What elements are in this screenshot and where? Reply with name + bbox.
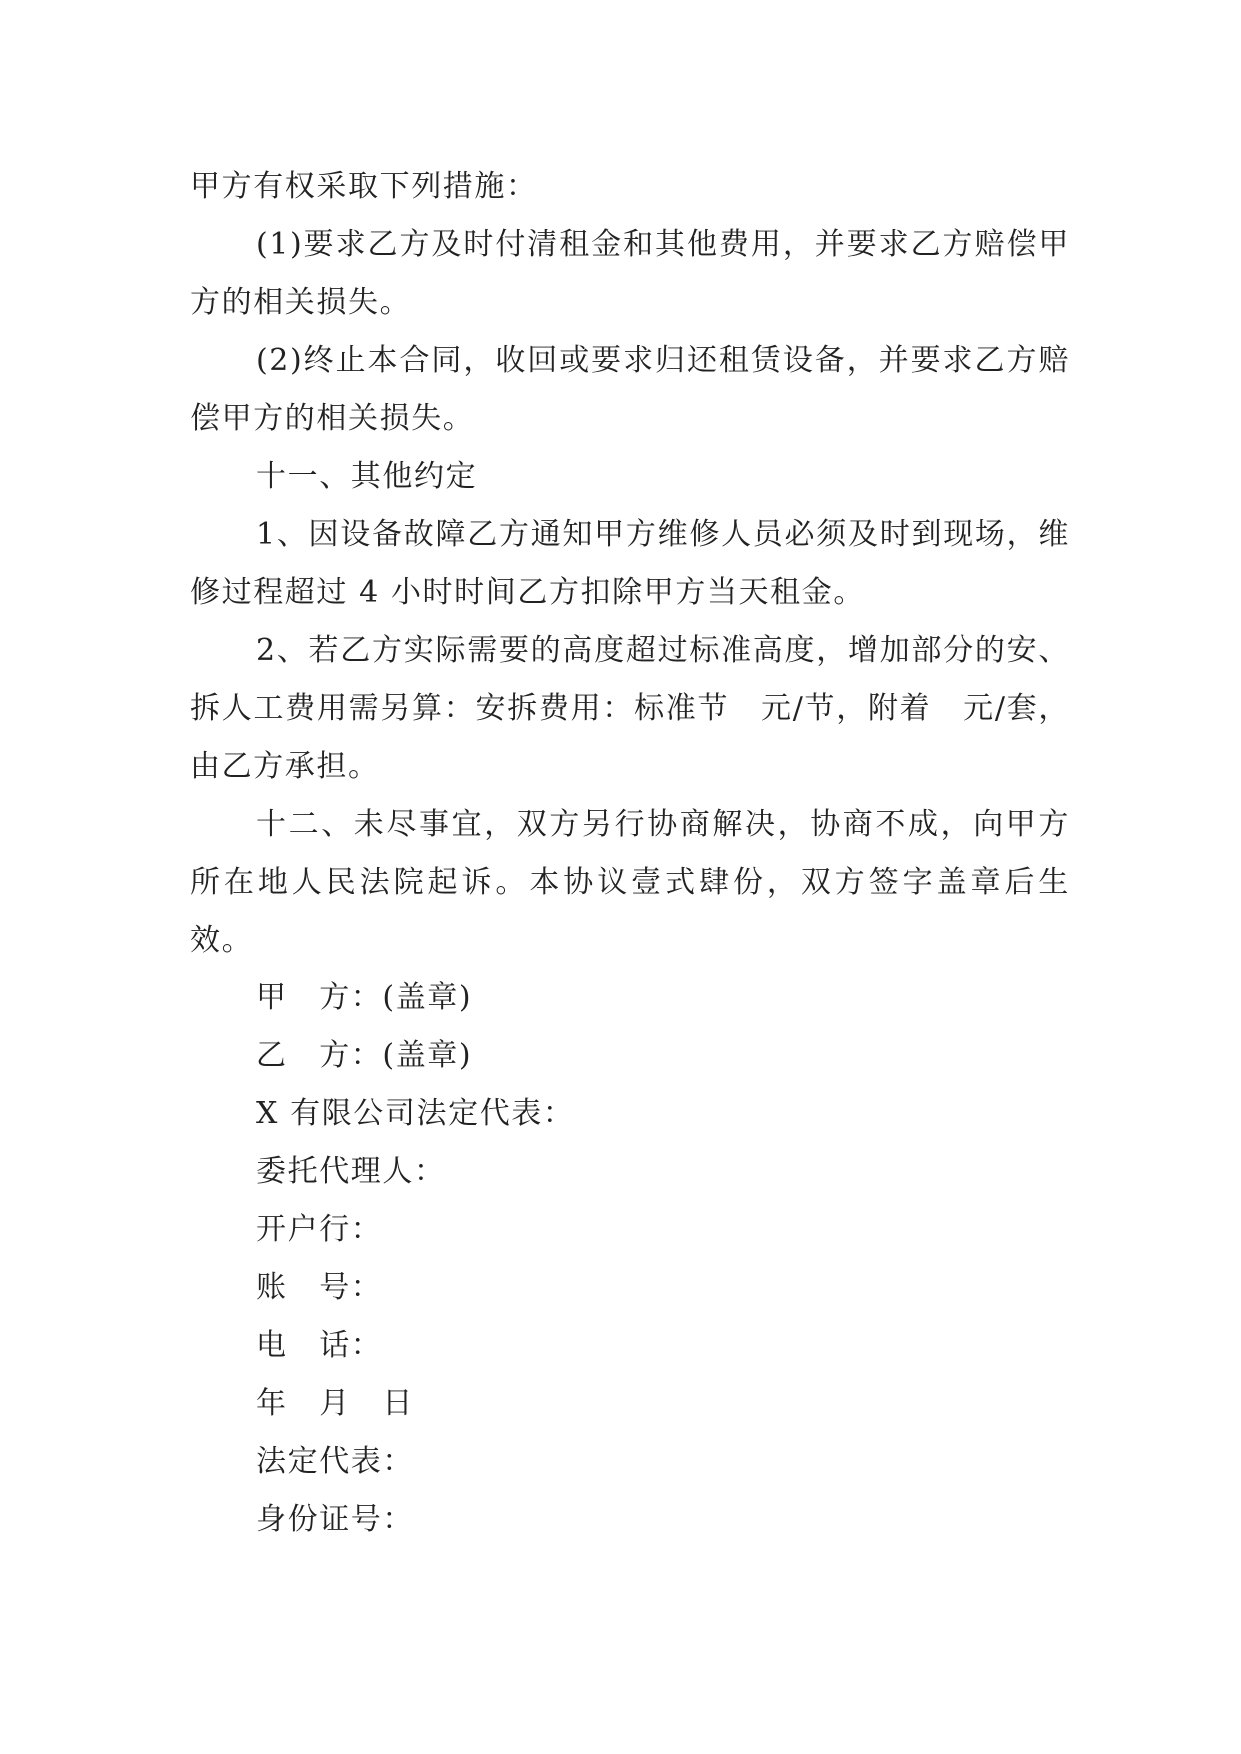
account-line: 账 号： bbox=[256, 1270, 383, 1305]
party-a-seal-line: 甲 方：(盖章) bbox=[256, 980, 473, 1015]
signature-block bbox=[256, 969, 575, 1549]
legal-rep-line: 法定代表： bbox=[256, 1444, 414, 1479]
company-rep-line: X 有限公司法定代表： bbox=[256, 1096, 575, 1131]
paragraph-clause-1: 1、因设备故障乙方通知甲方维修人员必须及时到现场，维修过程超过 4 小时时间乙方扣除甲方当天租金。 bbox=[190, 517, 1070, 610]
party-b-seal-line: 乙 方：(盖章) bbox=[256, 1038, 473, 1073]
id-number-line: 身份证号： bbox=[256, 1502, 414, 1537]
date-line: 年 月 日 bbox=[256, 1386, 414, 1421]
paragraph-measure-2: (2)终止本合同，收回或要求归还租赁设备，并要求乙方赔偿甲方的相关损失。 bbox=[190, 343, 1070, 436]
bank-line: 开户行： bbox=[256, 1212, 383, 1247]
agent-line: 委托代理人： bbox=[256, 1154, 446, 1189]
paragraph-party-a-measures: 甲方有权采取下列措施： bbox=[190, 169, 538, 204]
paragraph-section-12: 十二、未尽事宜，双方另行协商解决，协商不成，向甲方所在地人民法院起诉。本协议壹式肆份，双方签字盖章后生效。 bbox=[190, 807, 1070, 958]
contract-body bbox=[190, 158, 1070, 970]
phone-line: 电 话： bbox=[256, 1328, 383, 1363]
paragraph-measure-1: (1)要求乙方及时付清租金和其他费用，并要求乙方赔偿甲方的相关损失。 bbox=[190, 227, 1070, 320]
section-heading-other-agreements: 十一、其他约定 bbox=[256, 459, 478, 494]
paragraph-clause-2: 2、若乙方实际需要的高度超过标准高度，增加部分的安、拆人工费用需另算：安拆费用：标准节 元/节，附着 元/套，由乙方承担。 bbox=[190, 633, 1070, 784]
